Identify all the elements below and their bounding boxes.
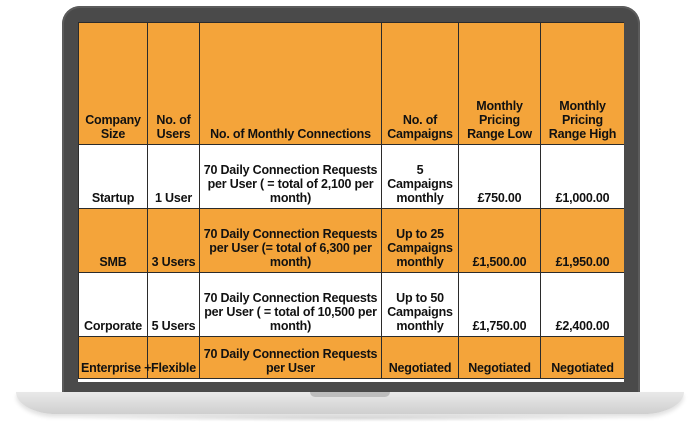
cell-users: 1 User [148,145,200,209]
cell-pricing-low: Negotiated [459,337,541,379]
cell-campaigns: Negotiated [382,337,459,379]
header-number-of-users: No. of Users [148,23,200,145]
cell-pricing-low: £1,750.00 [459,273,541,337]
cell-pricing-low: £1,500.00 [459,209,541,273]
table-row-startup [79,145,625,209]
cell-company-size: Corporate [79,273,148,337]
cell-pricing-high: £1,000.00 [541,145,625,209]
cell-users: 3 Users [148,209,200,273]
header-pricing-high: Monthly Pricing Range High [541,23,625,145]
laptop-shadow [60,414,640,422]
table-header-row [79,23,625,145]
cell-company-size: Enterprise + [79,337,148,379]
cell-connections: 70 Daily Connection Requests per User ( = total of 10,500 per month) [200,273,382,337]
cell-company-size: SMB [79,209,148,273]
cell-pricing-high: £2,400.00 [541,273,625,337]
cell-company-size: Startup [79,145,148,209]
header-monthly-connections: No. of Monthly Connections [200,23,382,145]
laptop-base-notch [310,392,390,397]
cell-campaigns: Up to 50 Campaigns monthly [382,273,459,337]
pricing-table [78,22,624,379]
laptop-screen [78,22,624,382]
cell-campaigns: Up to 25 Campaigns monthly [382,209,459,273]
cell-users: 5 Users [148,273,200,337]
table-row-enterprise [79,337,625,379]
header-pricing-low: Monthly Pricing Range Low [459,23,541,145]
cell-pricing-high: Negotiated [541,337,625,379]
cell-connections: 70 Daily Connection Requests per User ( = total of 2,100 per month) [200,145,382,209]
cell-connections: 70 Daily Connection Requests per User (= total of 6,300 per month) [200,209,382,273]
header-company-size: Company Size [79,23,148,145]
cell-users: Flexible [148,337,200,379]
table-row-smb [79,209,625,273]
cell-pricing-low: £750.00 [459,145,541,209]
cell-connections: 70 Daily Connection Requests per User [200,337,382,379]
header-number-of-campaigns: No. of Campaigns [382,23,459,145]
cell-pricing-high: £1,950.00 [541,209,625,273]
cell-campaigns: 5 Campaigns monthly [382,145,459,209]
table-row-corporate [79,273,625,337]
